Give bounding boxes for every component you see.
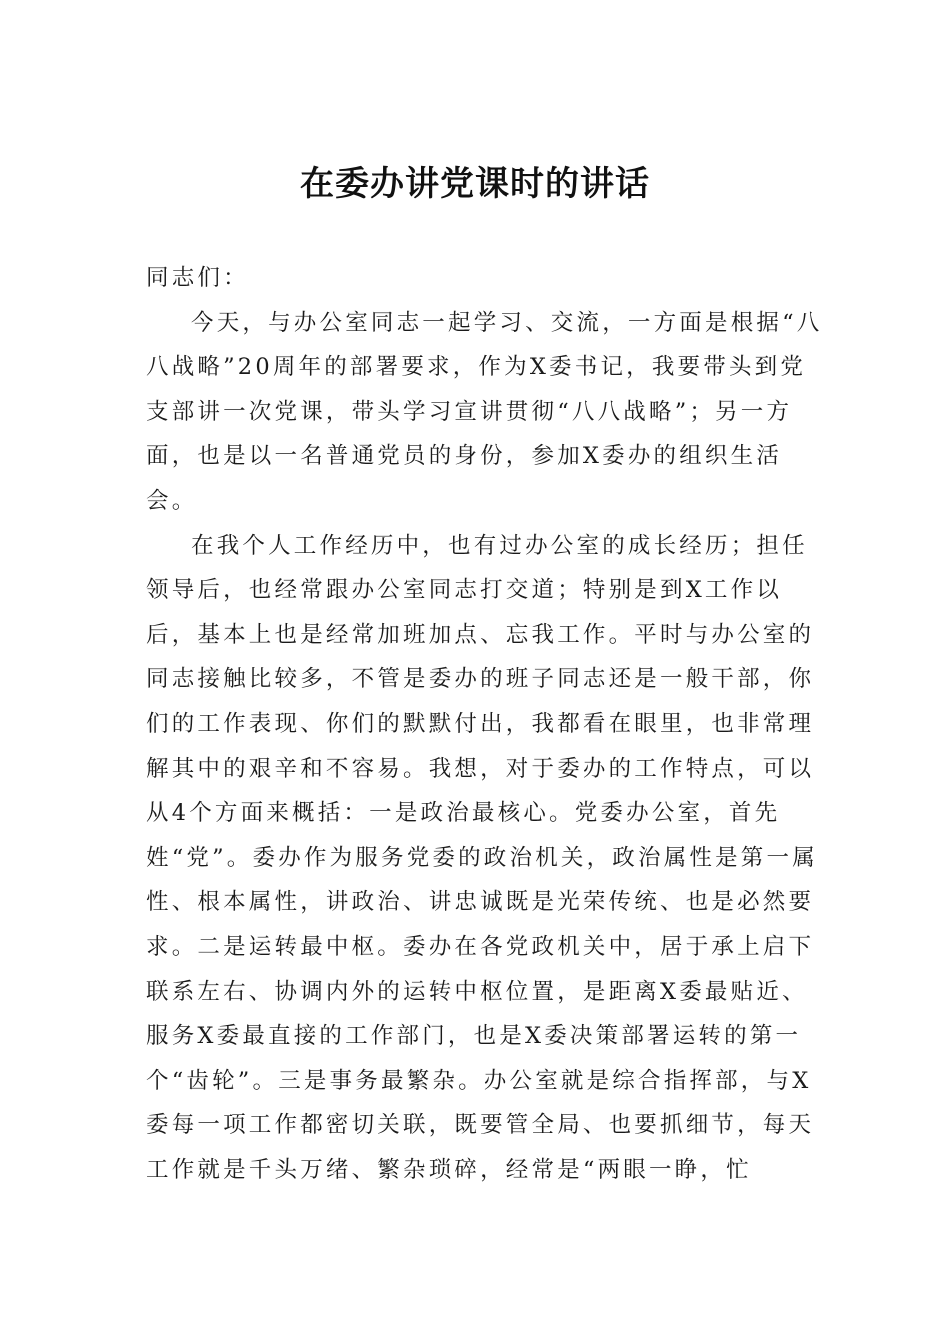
paragraph: 今天，与办公室同志一起学习、交流，一方面是根据“八八战略”20周年的部署要求，作为X委书记，我要带头到党支部讲一次党课，带头学习宣讲贯彻“八八战略”；另一方面，也是以一名普通党员的身份，参加X委办的组织生活会。	[146, 309, 823, 514]
paragraph: 在我个人工作经历中，也有过办公室的成长经历；担任领导后，也经常跟办公室同志打交道；特别是到X工作以后，基本上也是经常加班加点、忘我工作。平时与办公室的同志接触比较多，不管是委办的班子同志还是一般干部，你们的工作表现、你们的默默付出，我都看在眼里，也非常理解其中的艰辛和不容易。我想，对于委办的工作特点，可以从4个方面来概括：一是政治最核心。党委办公室，首先姓“党”。委办作为服务党委的政治机关，政治属性是第一属性、根本属性，讲政治、讲忠诚既是光荣传统、也是必然要求。二是运转最中枢。委办在各党政机关中，居于承上启下联系左右、协调内外的运转中枢位置，是距离X委最贴近、服务X委最直接的工作部门，也是X委决策部署运转的第一个“齿轮”。三是事务最繁杂。办公室就是综合指挥部，与X委每一项工作都密切关联，既要管全局、也要抓细节，每天工作就是千头万绪、繁杂琐碎，经常是“两眼一睁，忙	[146, 532, 818, 1183]
salutation: 同志们：	[146, 265, 249, 291]
document-title: 在委办讲党课时的讲话	[300, 164, 650, 204]
document-body	[146, 256, 826, 1192]
